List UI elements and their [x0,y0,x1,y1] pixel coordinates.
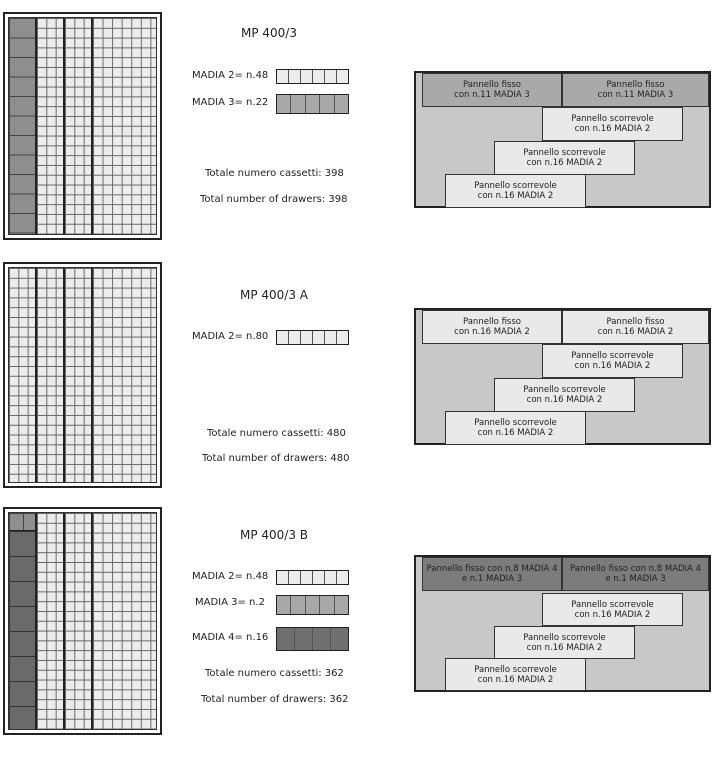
sliding-panel: Pannello scorrevole con n.16 MADIA 2 [494,141,635,175]
panel-layout-diagram [414,308,711,445]
model-title: MP 400/3 [241,26,297,40]
drawer-column-madia-3 [9,513,37,531]
sliding-panel: Pannello scorrevole con n.16 MADIA 2 [494,378,635,412]
legend-label-madia-2: MADIA 2= n.48 [192,70,269,81]
legend-swatch-madia-2 [276,570,349,585]
cabinet-front-view [3,262,162,488]
sliding-panel: Pannello scorrevole con n.16 MADIA 2 [445,411,586,445]
sliding-panel: Pannello scorrevole con n.16 MADIA 2 [445,658,586,691]
panel-layout-diagram [414,555,711,692]
drawer-column-madia-2 [93,18,157,234]
drawer-column-madia-2 [37,18,65,234]
sliding-panel: Pannello scorrevole con n.16 MADIA 2 [542,107,683,141]
cabinet-front-view [3,507,162,735]
drawer-column-madia-3 [9,18,37,234]
drawer-column-madia-2 [93,268,157,482]
fixed-panel: Pannello fisso con n.16 MADIA 2 [562,310,709,344]
drawer-column-madia-2 [65,268,93,482]
drawer-column-madia-2 [65,18,93,234]
total-drawers-en: Total number of drawers: 362 [201,694,349,705]
drawer-column-madia-2 [9,268,37,482]
fixed-panel: Pannello fisso con n.16 MADIA 2 [422,310,562,344]
legend-swatch-madia-2 [276,330,349,345]
total-drawers-en: Total number of drawers: 480 [202,453,350,464]
legend-label-madia-4: MADIA 4= n.16 [192,632,269,643]
fixed-panel: Pannello fisso con n.11 MADIA 3 [562,73,709,107]
drawer-column-madia-2 [93,513,157,729]
panel-layout-diagram [414,71,711,208]
fixed-panel: Pannello fisso con n.11 MADIA 3 [422,73,562,107]
fixed-panel: Pannello fisso con n.8 MADIA 4 e n.1 MADIA 3 [422,557,562,591]
legend-swatch-madia-4 [276,627,349,651]
legend-label-madia-2: MADIA 2= n.80 [192,331,269,342]
sliding-panel: Pannello scorrevole con n.16 MADIA 2 [542,593,683,626]
total-drawers-it: Totale numero cassetti: 362 [205,668,344,679]
legend-swatch-madia-3 [276,94,349,114]
sliding-panel: Pannello scorrevole con n.16 MADIA 2 [542,344,683,378]
drawer-column-madia-4 [9,531,37,729]
drawer-column-madia-2 [37,268,65,482]
legend-label-madia-3: MADIA 3= n.2 [195,597,265,608]
total-drawers-it: Totale numero cassetti: 480 [207,428,346,439]
legend-swatch-madia-2 [276,69,349,84]
legend-label-madia-3: MADIA 3= n.22 [192,97,269,108]
legend-swatch-madia-3 [276,595,349,615]
total-drawers-en: Total number of drawers: 398 [200,194,348,205]
model-title: MP 400/3 A [240,288,309,302]
total-drawers-it: Totale numero cassetti: 398 [205,168,344,179]
legend-label-madia-2: MADIA 2= n.48 [192,571,269,582]
sliding-panel: Pannello scorrevole con n.16 MADIA 2 [494,626,635,659]
fixed-panel: Pannello fisso con n.8 MADIA 4 e n.1 MADIA 3 [562,557,709,591]
cabinet-front-view [3,12,162,240]
drawer-column-madia-2 [65,513,93,729]
drawer-column-madia-2 [37,513,65,729]
model-title: MP 400/3 B [240,528,309,542]
sliding-panel: Pannello scorrevole con n.16 MADIA 2 [445,174,586,208]
